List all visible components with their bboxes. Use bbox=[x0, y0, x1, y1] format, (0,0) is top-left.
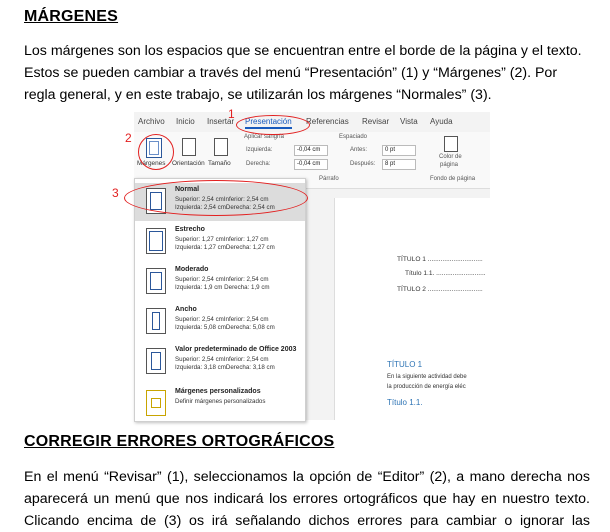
annotation-oval-margenes bbox=[138, 134, 174, 170]
word-screenshot bbox=[125, 107, 490, 420]
option-detail: Superior: 2,54 cmInferior: 2,54 cm bbox=[175, 316, 269, 323]
doc-body-line: la producción de energía eléc bbox=[387, 384, 466, 390]
paragraph-line: regla general, y en este trabajo, se utilizarán los márgenes “Normales” (3). bbox=[24, 87, 492, 103]
section-heading-ortografia: CORREGIR ERRORES ORTOGRÁFICOS bbox=[24, 433, 335, 450]
doc-body-line: En la siguiente actividad debe bbox=[387, 374, 467, 380]
option-detail: Superior: 2,54 cmInferior: 2,54 cm bbox=[175, 276, 269, 283]
despues-label: Después: bbox=[350, 161, 376, 167]
tab-ayuda[interactable]: Ayuda bbox=[430, 117, 453, 126]
option-detail: Izquierda: 1,27 cmDerecha: 1,27 cm bbox=[175, 244, 275, 251]
antes-field[interactable]: 0 pt bbox=[382, 145, 416, 156]
size-icon[interactable] bbox=[214, 138, 228, 156]
color-pagina-label-1[interactable]: Color de bbox=[439, 154, 462, 160]
custom-margins-icon bbox=[146, 390, 166, 416]
ribbon-tabs bbox=[134, 112, 490, 132]
option-name: Normal bbox=[175, 186, 200, 193]
derecha-label: Derecha: bbox=[246, 161, 271, 167]
antes-label: Antes: bbox=[350, 147, 368, 153]
annotation-number: 1 bbox=[228, 107, 235, 121]
izquierda-label: Izquierda: bbox=[246, 147, 273, 153]
option-detail: Definir márgenes personalizados bbox=[175, 398, 266, 405]
option-detail: Izquierda: 1,9 cm Derecha: 1,9 cm bbox=[175, 284, 270, 291]
paragraph-ortografia bbox=[24, 466, 590, 532]
margin-option-ancho[interactable] bbox=[135, 303, 305, 341]
option-name: Márgenes personalizados bbox=[175, 388, 261, 395]
tab-insertar[interactable]: Insertar bbox=[207, 117, 235, 126]
paragraph-line: Clicando encima de (3) os irá señalando dichos errores para cambiar o ignorar las bbox=[24, 513, 590, 529]
page-color-icon[interactable] bbox=[444, 136, 458, 152]
margenes-button[interactable]: Márgenes bbox=[137, 160, 166, 167]
document-preview bbox=[334, 198, 491, 420]
tab-presentacion[interactable]: Presentación bbox=[245, 117, 292, 126]
annotation-number: 3 bbox=[112, 186, 119, 200]
color-pagina-label-2[interactable]: página bbox=[440, 162, 459, 168]
paragraph-margenes bbox=[24, 40, 590, 106]
margin-option-moderado[interactable] bbox=[135, 263, 305, 301]
toc-entry: TÍTULO 2 .............................. bbox=[397, 286, 483, 293]
espaciado-label: Espaciado bbox=[339, 134, 368, 140]
paragraph-line: aparecerá un menú que nos indicará los errores ortográficos que hay en nuestro texto. bbox=[24, 491, 590, 507]
page-icon bbox=[146, 308, 166, 334]
orientation-icon[interactable] bbox=[182, 138, 196, 156]
orientacion-button[interactable]: Orientación bbox=[172, 160, 205, 167]
tamano-button[interactable]: Tamaño bbox=[208, 160, 231, 167]
paragraph-line: Los márgenes son los espacios que se encuentran entre el borde de la página y el texto. bbox=[24, 43, 582, 59]
option-name: Valor predeterminado de Office 2003 bbox=[175, 346, 297, 353]
option-detail: Superior: 1,27 cmInferior: 1,27 cm bbox=[175, 236, 269, 243]
tab-vista[interactable]: Vista bbox=[400, 117, 418, 126]
toc-entry: Título 1.1. ........................... bbox=[405, 270, 486, 277]
margin-option-estrecho[interactable] bbox=[135, 223, 305, 261]
option-name: Ancho bbox=[175, 306, 197, 313]
toc-entry: TÍTULO 1 .............................. bbox=[397, 256, 483, 263]
izquierda-field[interactable]: -0,04 cm bbox=[294, 145, 328, 156]
option-detail: Izquierda: 2,54 cmDerecha: 2,54 cm bbox=[175, 204, 275, 211]
derecha-field[interactable]: -0,04 cm bbox=[294, 159, 328, 170]
page-icon bbox=[146, 228, 166, 254]
option-name: Estrecho bbox=[175, 226, 205, 233]
annotation-oval-presentacion bbox=[236, 115, 310, 135]
option-detail: Izquierda: 3,18 cmDerecha: 3,18 cm bbox=[175, 364, 275, 371]
paragraph-line: Estos se pueden cambiar a través del menú “Presentación” (1) y “Márgenes” (2). Por bbox=[24, 65, 558, 81]
option-name: Moderado bbox=[175, 266, 209, 273]
parrafo-group-label: Párrafo bbox=[319, 176, 339, 182]
margin-option-office-2003[interactable] bbox=[135, 343, 305, 381]
doc-title-1-1: Título 1.1. bbox=[387, 398, 423, 407]
margin-option-personalizados[interactable] bbox=[135, 385, 305, 423]
paragraph-line: En el menú “Revisar” (1), seleccionamos la opción de “Editor” (2), a mano derecha nos bbox=[24, 469, 590, 485]
tab-referencias[interactable]: Referencias bbox=[306, 117, 349, 126]
option-detail: Izquierda: 5,08 cmDerecha: 5,08 cm bbox=[175, 324, 275, 331]
despues-field[interactable]: 8 pt bbox=[382, 159, 416, 170]
page-icon bbox=[146, 268, 166, 294]
fondo-pagina-group-label: Fondo de página bbox=[430, 176, 476, 182]
tab-archivo[interactable]: Archivo bbox=[138, 117, 165, 126]
option-detail: Superior: 2,54 cmInferior: 2,54 cm bbox=[175, 356, 269, 363]
doc-title-1: TÍTULO 1 bbox=[387, 360, 423, 369]
tab-revisar[interactable]: Revisar bbox=[362, 117, 390, 126]
option-detail: Superior: 2,54 cmInferior: 2,54 cm bbox=[175, 196, 269, 203]
tab-inicio[interactable]: Inicio bbox=[176, 117, 195, 126]
annotation-oval-normal bbox=[124, 180, 308, 216]
section-heading-margenes: MÁRGENES bbox=[24, 8, 119, 25]
aplicar-sangria-label: Aplicar sangría bbox=[244, 134, 285, 140]
page-icon bbox=[146, 348, 166, 374]
annotation-number: 2 bbox=[125, 131, 132, 145]
